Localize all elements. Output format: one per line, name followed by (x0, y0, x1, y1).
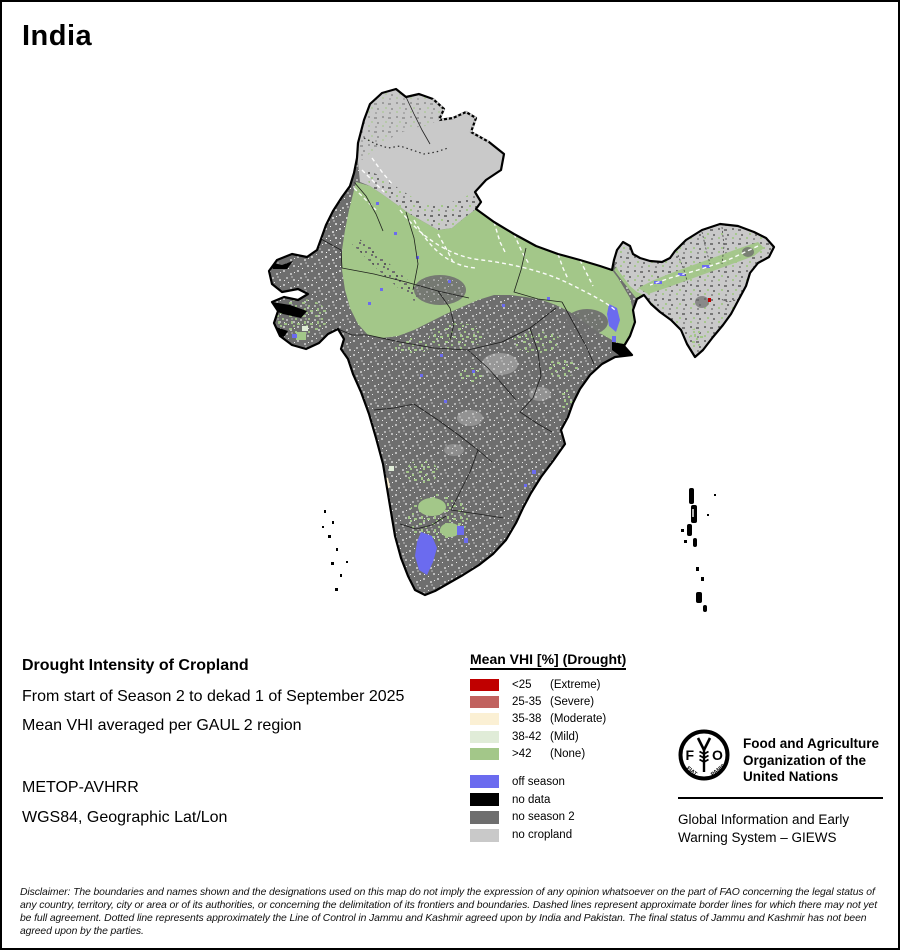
map-period: From start of Season 2 to dekad 1 of September 2025 (22, 688, 405, 705)
giews-line2: Warning System – GIEWS (678, 829, 837, 845)
legend-row-noseason2 (470, 809, 670, 827)
fao-divider (678, 797, 883, 799)
legend-swatch-noseason2 (470, 811, 499, 824)
india-map (252, 72, 782, 632)
page-title: India (22, 20, 93, 52)
legend-row-moderate (470, 711, 670, 728)
fao-name (743, 736, 879, 786)
map-aggregation: Mean VHI averaged per GAUL 2 region (22, 717, 302, 734)
map-sensor: METOP-AVHRR (22, 779, 139, 796)
fao-name-line1: Food and Agriculture (743, 736, 879, 751)
legend-label: no cropland (512, 829, 573, 842)
legend-swatch-nodata (470, 793, 499, 806)
legend-value: 35-38 (512, 713, 542, 726)
map-projection: WGS84, Geographic Lat/Lon (22, 809, 228, 826)
legend-row-mild (470, 728, 670, 745)
legend-row-nocropland (470, 826, 670, 844)
legend-severity: (Extreme) (550, 678, 601, 691)
legend-severity: (Severe) (550, 696, 595, 709)
legend (470, 651, 670, 844)
legend-value: <25 (512, 678, 532, 691)
legend-severity: (Mild) (550, 730, 579, 743)
fao-name-line2: Organization of the (743, 752, 866, 768)
legend-value: 25-35 (512, 696, 542, 709)
giews-name (678, 811, 849, 846)
legend-row-severe (470, 693, 670, 710)
legend-other-classes (470, 773, 670, 844)
legend-swatch-nocropland (470, 829, 499, 842)
svg-text:FIAT: FIAT (685, 765, 698, 778)
legend-row-offseason (470, 773, 670, 791)
legend-row-nodata (470, 791, 670, 809)
legend-swatch-mild (470, 731, 499, 743)
fao-logo-icon (678, 729, 730, 781)
disclaimer-text: Disclaimer: The boundaries and names shown and the designations used on this map do not imply the expression of any opinion whatsoever on the part of FAO concerning the legal status of any country, territory, city or area or of its authorities, or concerning the delimitation of its frontiers and boundaries. Dashed lines represent approximate border lines for which there may not yet be full agreement. Dotted line represents approximately the Line of Control in Jammu and Kashmir agreed upon by India and Pakistan. The final status of Jammu and Kashmir has not been agreed upon by the parties. (20, 887, 877, 937)
legend-row-none (470, 746, 670, 763)
andaman-nicobar-islands (681, 488, 716, 612)
legend-swatch-severe (470, 696, 499, 708)
legend-label: off season (512, 775, 565, 788)
legend-label: no season 2 (512, 811, 575, 824)
legend-label: no data (512, 793, 551, 806)
lakshadweep-islands (322, 510, 348, 591)
legend-row-extreme (470, 676, 670, 693)
legend-drought-classes (470, 676, 670, 763)
legend-swatch-moderate (470, 713, 499, 725)
extreme-drought-dot (708, 298, 711, 302)
legend-value: 38-42 (512, 730, 542, 743)
giews-line1: Global Information and Early (678, 812, 850, 827)
legend-swatch-offseason (470, 775, 499, 788)
map-fill-layers (252, 72, 782, 632)
svg-text:PANIS: PANIS (710, 763, 727, 778)
svg-text:O: O (712, 747, 723, 763)
fao-logo (678, 729, 730, 781)
mild-drought-patch (389, 466, 394, 471)
legend-title: Mean VHI [%] (Drought) (470, 651, 626, 670)
map-subtitle: Drought Intensity of Cropland (22, 657, 249, 674)
legend-swatch-extreme (470, 679, 499, 691)
legend-swatch-none (470, 748, 499, 760)
svg-text:F: F (685, 747, 695, 763)
legend-value: >42 (512, 748, 532, 761)
india-map-svg (252, 72, 782, 632)
legend-severity: (None) (550, 748, 586, 761)
fao-name-line3: United Nations (743, 769, 839, 784)
legend-severity: (Moderate) (550, 713, 607, 726)
